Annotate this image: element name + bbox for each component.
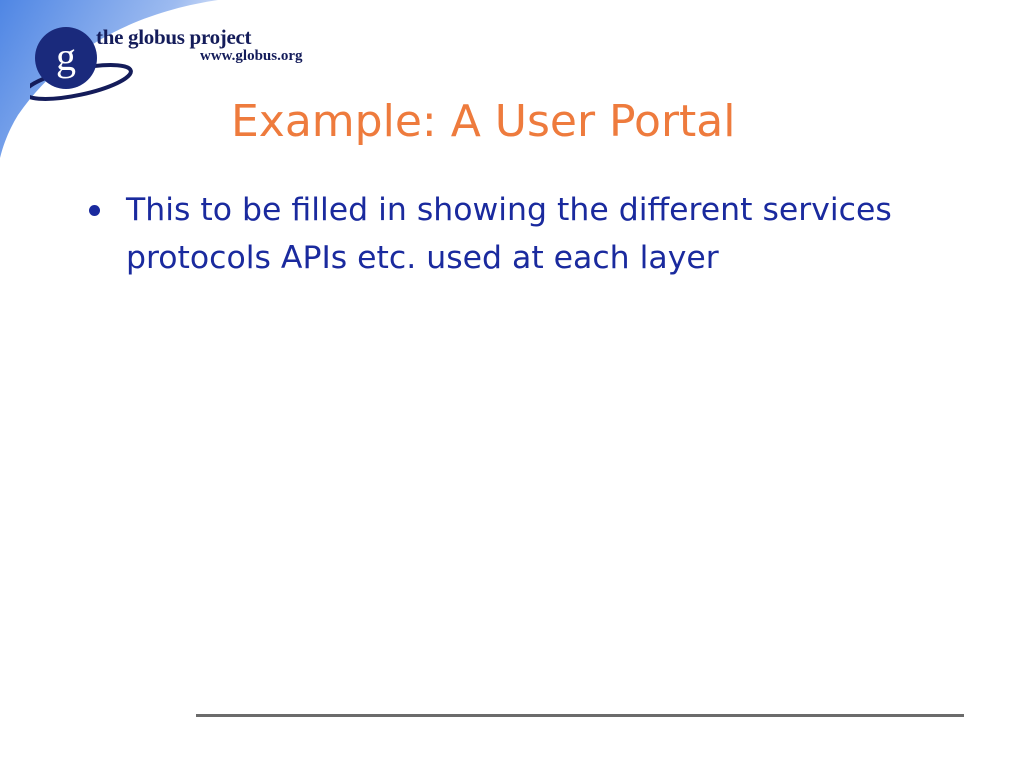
bullet-text: This to be filled in showing the different services protocols APIs etc. used at each layer (126, 192, 892, 276)
footer-divider (196, 714, 964, 717)
logo-letter: g (56, 34, 76, 79)
bullet-dot-icon (89, 205, 100, 216)
logo-name: the globus project (96, 25, 252, 49)
logo-url: www.globus.org (200, 48, 303, 64)
bullet-list (86, 186, 906, 282)
slide-title: Example: A User Portal (231, 96, 736, 147)
bullet-item (86, 186, 906, 282)
